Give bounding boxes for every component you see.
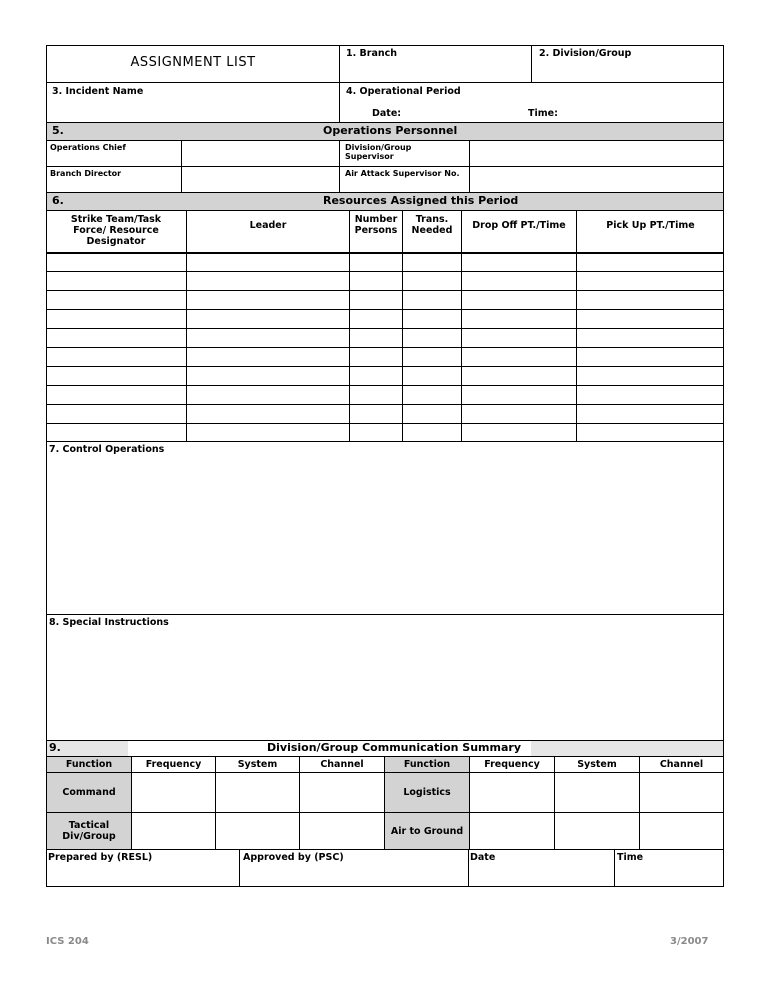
comm-col-function: Function	[46, 756, 132, 773]
ops-chief-label: Operations Chief	[50, 143, 126, 152]
resources-col-divider	[461, 210, 462, 442]
tactical-channel-input[interactable]	[299, 812, 385, 850]
comm-col-function-2: Function	[384, 756, 470, 773]
resources-col-divider	[402, 210, 403, 442]
ops-chief-input[interactable]	[182, 141, 339, 166]
command-system-input[interactable]	[215, 772, 300, 813]
signoff-time-label: Time	[617, 852, 644, 863]
air-ground-system-input[interactable]	[554, 812, 640, 850]
section5-number: 5.	[52, 124, 64, 137]
comm-col-channel-2: Channel	[639, 756, 724, 773]
special-instructions-label: 8. Special Instructions	[49, 617, 169, 628]
air-ground-frequency-input[interactable]	[469, 812, 555, 850]
division-group-label: 2. Division/Group	[539, 48, 632, 59]
section9-number: 9.	[49, 741, 61, 754]
comm-col-system-2: System	[554, 756, 640, 773]
air-attack-label: Air Attack Supervisor No.	[345, 169, 460, 178]
operational-period-label: 4. Operational Period	[346, 86, 461, 97]
time-label: Time:	[528, 108, 558, 119]
form-version: 3/2007	[670, 936, 709, 947]
table-row	[46, 309, 724, 310]
branch-label: 1. Branch	[346, 48, 398, 59]
resources-col-divider	[186, 210, 187, 442]
comm-air-to-ground-label: Air to Ground	[384, 812, 470, 850]
col-header-drop-off: Drop Off PT./Time	[472, 220, 566, 231]
branch-director-input[interactable]	[182, 167, 339, 192]
table-row	[46, 271, 724, 272]
comm-col-frequency-2: Frequency	[469, 756, 555, 773]
table-row	[46, 404, 724, 405]
section9-title: Division/Group Communication Summary	[267, 741, 521, 754]
logistics-channel-input[interactable]	[639, 772, 724, 813]
col-header-leader: Leader	[249, 220, 287, 231]
div-supervisor-label: Division/Group Supervisor	[345, 143, 412, 161]
logistics-frequency-input[interactable]	[469, 772, 555, 813]
col-header-pick-up: Pick Up PT./Time	[606, 220, 695, 231]
air-attack-input[interactable]	[470, 167, 724, 192]
col-header-trans-needed: Trans. Needed	[411, 214, 453, 236]
control-operations-field[interactable]	[46, 441, 724, 615]
tactical-frequency-input[interactable]	[131, 812, 216, 850]
form-title: ASSIGNMENT LIST	[130, 55, 256, 70]
incident-name-label: 3. Incident Name	[52, 86, 144, 97]
command-channel-input[interactable]	[299, 772, 385, 813]
comm-logistics-label: Logistics	[384, 772, 470, 813]
table-row	[46, 347, 724, 348]
logistics-system-input[interactable]	[554, 772, 640, 813]
signoff-date-label: Date	[470, 852, 496, 863]
prepared-by-label: Prepared by (RESL)	[48, 852, 153, 863]
approved-by-label: Approved by (PSC)	[243, 852, 344, 863]
comm-col-channel: Channel	[299, 756, 385, 773]
table-row	[46, 328, 724, 329]
resources-col-divider	[349, 210, 350, 442]
branch-director-label: Branch Director	[50, 169, 122, 178]
col-header-number-persons: Number Persons	[354, 214, 398, 236]
col-header-designator: Strike Team/Task Force/ Resource Designator	[70, 214, 162, 247]
section6-number: 6.	[52, 194, 64, 207]
section5-title: Operations Personnel	[323, 124, 458, 137]
table-row	[46, 252, 724, 254]
section6-title: Resources Assigned this Period	[323, 194, 519, 207]
section5-col-divider-2	[339, 140, 340, 193]
command-frequency-input[interactable]	[131, 772, 216, 813]
special-instructions-field[interactable]	[46, 614, 724, 741]
table-row	[46, 290, 724, 291]
comm-col-frequency: Frequency	[131, 756, 216, 773]
table-row	[46, 385, 724, 386]
control-operations-label: 7. Control Operations	[49, 444, 165, 455]
table-row	[46, 366, 724, 367]
div-supervisor-input[interactable]	[470, 141, 724, 166]
tactical-system-input[interactable]	[215, 812, 300, 850]
form-id: ICS 204	[46, 936, 89, 947]
date-label: Date:	[372, 108, 402, 119]
resources-col-divider	[576, 210, 577, 442]
comm-col-system: System	[215, 756, 300, 773]
comm-command-label: Command	[46, 772, 132, 813]
table-row	[46, 423, 724, 424]
comm-tactical-label: Tactical Div/Group	[46, 812, 132, 850]
air-ground-channel-input[interactable]	[639, 812, 724, 850]
